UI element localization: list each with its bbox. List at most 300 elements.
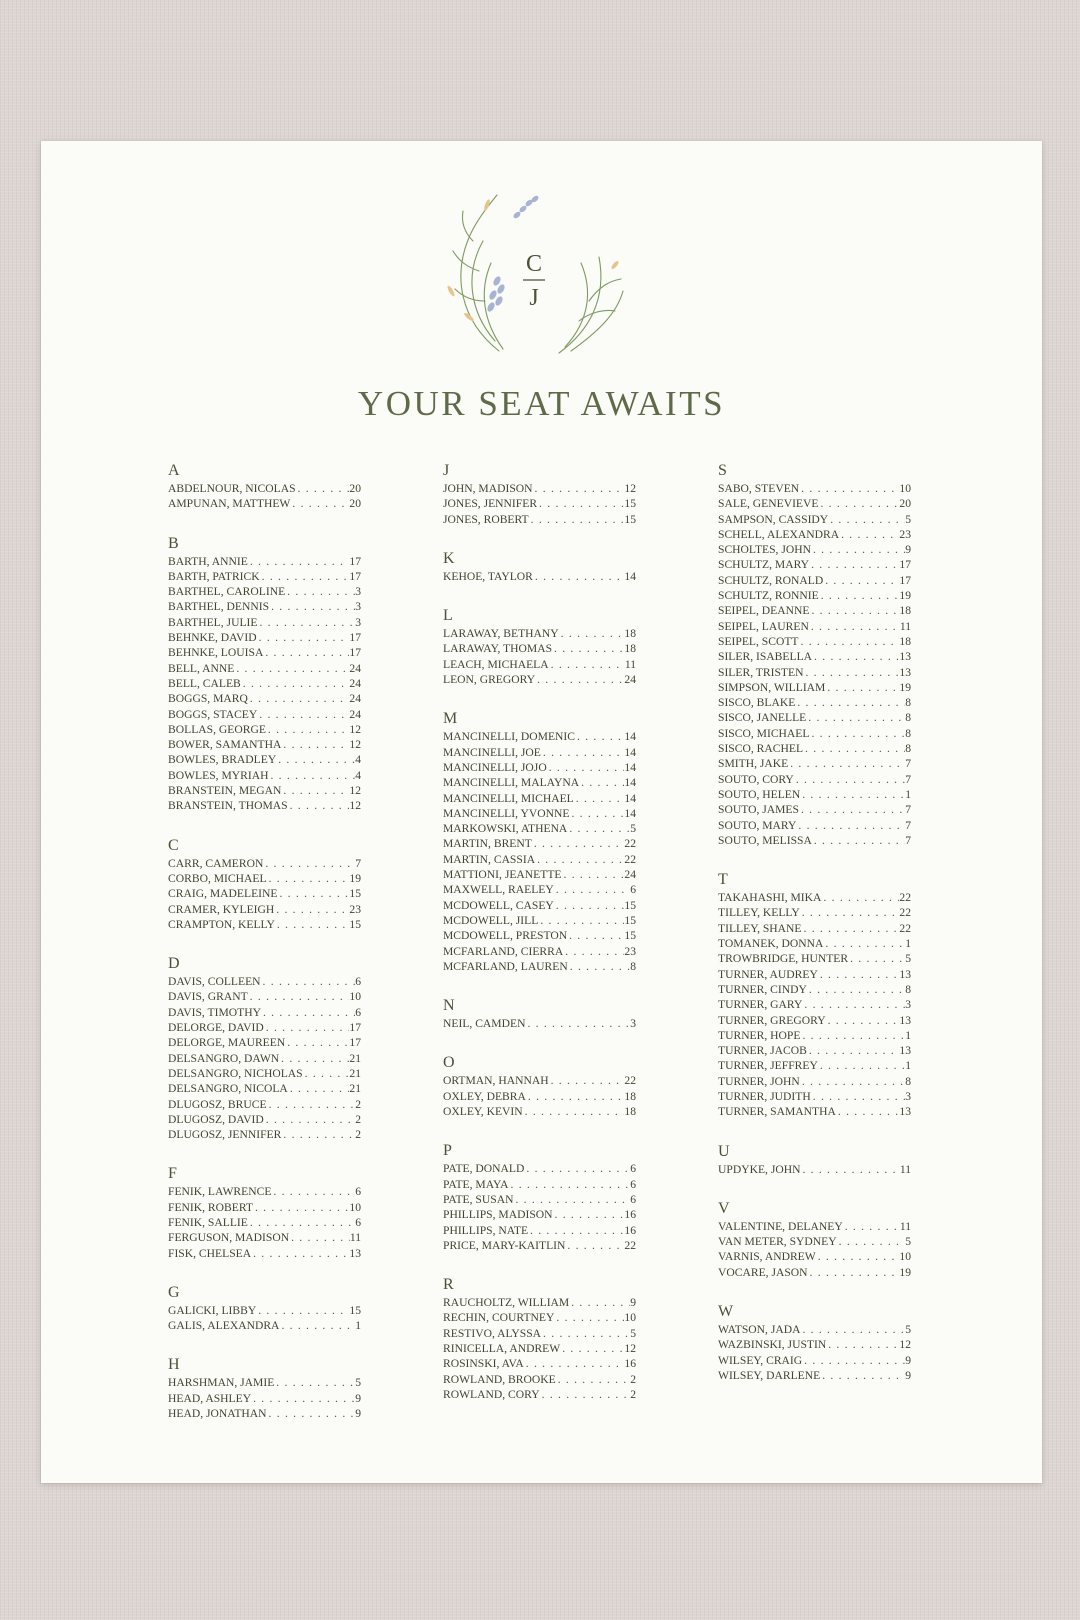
letter-heading: L: [443, 607, 453, 625]
table-number: 2: [355, 1097, 361, 1111]
dot-leader: [565, 1238, 624, 1253]
dot-leader: [549, 1073, 625, 1088]
table-number: 9: [905, 543, 911, 557]
table-number: 17: [349, 1036, 361, 1050]
table-number: 2: [630, 1387, 636, 1401]
table-number: 24: [349, 692, 361, 706]
guest-name: MATTIONI, JEANETTE: [443, 868, 562, 882]
table-number: 4: [355, 768, 361, 782]
guest-name: BARTHEL, JULIE: [168, 615, 258, 629]
dot-leader: [251, 1391, 355, 1406]
guest-row: [168, 768, 361, 783]
guest-row: [168, 661, 361, 676]
table-number: 6: [630, 1162, 636, 1176]
table-number: 15: [349, 1303, 361, 1317]
table-number: 8: [905, 696, 911, 710]
dot-leader: [285, 584, 355, 599]
guest-name: AMPUNAN, MATTHEW: [168, 497, 291, 511]
table-number: 8: [905, 742, 911, 756]
guest-name: MCDOWELL, JILL: [443, 913, 539, 927]
guest-row: [168, 1005, 361, 1020]
guest-row: [718, 756, 911, 771]
table-number: 11: [899, 1162, 911, 1176]
table-number: 13: [349, 1246, 361, 1260]
guest-row: [443, 867, 636, 882]
guest-row: [168, 707, 361, 722]
guest-name: LARAWAY, THOMAS: [443, 642, 553, 656]
guest-name: SOUTO, MELISSA: [718, 833, 812, 847]
guest-name: ROWLAND, CORY: [443, 1387, 540, 1401]
guest-name: MCDOWELL, CASEY: [443, 898, 554, 912]
guest-row: [168, 1303, 361, 1318]
guest-name: BOGGS, MARQ: [168, 692, 248, 706]
table-number: 8: [905, 726, 911, 740]
guest-name: MANCINELLI, JOE: [443, 745, 541, 759]
table-number: 15: [349, 917, 361, 931]
table-number: 18: [624, 1089, 636, 1103]
guest-name: BEHNKE, DAVID: [168, 631, 257, 645]
guest-row: [718, 634, 911, 649]
guest-row: [168, 1230, 361, 1245]
guest-name: BOWLES, BRADLEY: [168, 753, 277, 767]
letter-group: [718, 870, 911, 1119]
guest-name: VARNIS, ANDREW: [718, 1250, 816, 1264]
dot-leader: [828, 512, 905, 527]
guest-row: [168, 871, 361, 886]
guest-name: TURNER, HOPE: [718, 1028, 801, 1042]
guest-row: [718, 649, 911, 664]
guest-row: [718, 1074, 911, 1089]
dot-leader: [802, 921, 900, 936]
guest-name: RESTIVO, ALYSSA: [443, 1326, 542, 1340]
guest-column-3: [718, 461, 911, 1405]
dot-leader: [535, 672, 624, 687]
dot-leader: [526, 1089, 625, 1104]
letter-group: [168, 461, 361, 512]
dot-leader: [821, 890, 899, 905]
table-number: 4: [355, 753, 361, 767]
dot-leader: [524, 1356, 625, 1371]
table-number: 1: [905, 787, 911, 801]
guest-row: [718, 833, 911, 848]
dot-leader: [263, 856, 355, 871]
dot-leader: [579, 775, 624, 790]
guest-row: [168, 1127, 361, 1142]
guest-name: MCFARLAND, CIERRA: [443, 944, 564, 958]
table-number: 19: [349, 871, 361, 885]
guest-name: DAVIS, GRANT: [168, 990, 248, 1004]
guest-row: [443, 1295, 636, 1310]
guest-name: MCDOWELL, PRESTON: [443, 929, 568, 943]
dot-leader: [825, 680, 899, 695]
letter-heading: V: [718, 1199, 730, 1217]
monogram-top-letter: C: [525, 251, 543, 277]
guest-row: [168, 496, 361, 511]
guest-row: [443, 496, 636, 511]
guest-row: [443, 959, 636, 974]
dot-leader: [807, 982, 905, 997]
table-number: 9: [630, 1296, 636, 1310]
guest-row: [443, 1326, 636, 1341]
guest-row: [443, 913, 636, 928]
guest-row: [718, 710, 911, 725]
guest-row: [168, 615, 361, 630]
table-number: 21: [349, 1051, 361, 1065]
guest-row: [168, 691, 361, 706]
table-number: 11: [624, 657, 636, 671]
guest-name: SISCO, BLAKE: [718, 696, 796, 710]
guest-name: ROWLAND, BROOKE: [443, 1372, 556, 1386]
table-number: 2: [630, 1372, 636, 1386]
table-number: 7: [905, 803, 911, 817]
table-number: 17: [899, 558, 911, 572]
guest-name: MANCINELLI, MICHAEL: [443, 791, 574, 805]
letter-group: [168, 954, 361, 1142]
guest-row: [443, 928, 636, 943]
letter-heading: S: [718, 462, 727, 479]
table-number: 24: [624, 868, 636, 882]
dot-leader: [552, 641, 624, 656]
guest-name: ORTMAN, HANNAH: [443, 1074, 549, 1088]
guest-name: DELSANGRO, DAWN: [168, 1051, 280, 1065]
table-number: 5: [630, 1326, 636, 1340]
letter-heading: K: [443, 549, 455, 567]
dot-leader: [241, 676, 350, 691]
guest-name: DELSANGRO, NICOLA: [168, 1082, 288, 1096]
guest-name: JONES, ROBERT: [443, 512, 529, 526]
dot-leader: [547, 760, 625, 775]
letter-heading: P: [443, 1142, 452, 1160]
guest-row: [718, 1322, 911, 1337]
letter-heading: G: [168, 1283, 180, 1301]
letter-group: [443, 461, 636, 527]
table-number: 5: [905, 952, 911, 966]
table-number: 18: [624, 642, 636, 656]
table-number: 12: [624, 482, 636, 495]
letter-group: [718, 1142, 911, 1177]
guest-name: FENIK, SALLIE: [168, 1215, 248, 1229]
table-number: 12: [349, 784, 361, 798]
guest-name: WILSEY, DARLENE: [718, 1368, 821, 1382]
guest-name: BRANSTEIN, MEGAN: [168, 784, 282, 798]
table-number: 23: [349, 902, 361, 916]
guest-name: TURNER, JUDITH: [718, 1089, 811, 1103]
table-number: 12: [899, 1338, 911, 1352]
table-number: 19: [899, 1265, 911, 1279]
letter-heading: O: [443, 1054, 455, 1072]
guest-row: [718, 1043, 911, 1058]
guest-name: CRAIG, MADELEINE: [168, 887, 278, 901]
dot-leader: [248, 554, 350, 569]
guest-name: MARKOWSKI, ATHENA: [443, 822, 568, 836]
dot-leader: [837, 1234, 906, 1249]
guest-row: [718, 1219, 911, 1234]
guest-row: [168, 1184, 361, 1199]
table-number: 20: [349, 482, 361, 495]
guest-row: [443, 1161, 636, 1176]
guest-name: PATE, MAYA: [443, 1177, 509, 1191]
table-number: 5: [905, 1235, 911, 1249]
guest-row: [168, 481, 361, 496]
letter-heading: M: [443, 710, 458, 728]
table-number: 7: [905, 757, 911, 771]
table-number: 2: [355, 1112, 361, 1126]
guest-name: TILLEY, SHANE: [718, 921, 802, 935]
guest-name: SIMPSON, WILLIAM: [718, 680, 826, 694]
guest-name: DLUGOSZ, DAVID: [168, 1112, 264, 1126]
dot-leader: [267, 1406, 356, 1421]
guest-row: [168, 1318, 361, 1333]
dot-leader: [554, 882, 630, 897]
dot-leader: [540, 1387, 631, 1402]
guest-name: TURNER, JEFFREY: [718, 1059, 818, 1073]
letter-heading: U: [718, 1142, 730, 1160]
guest-name: BARTHEL, DENNIS: [168, 600, 270, 614]
table-number: 22: [624, 1074, 636, 1088]
table-number: 6: [355, 1005, 361, 1019]
guest-column-2: [443, 461, 636, 1424]
dot-leader: [261, 974, 356, 989]
dot-leader: [796, 818, 905, 833]
table-number: 12: [349, 722, 361, 736]
guest-name: PHILLIPS, NATE: [443, 1223, 529, 1237]
guest-name: SEIPEL, SCOTT: [718, 634, 799, 648]
guest-row: [443, 1356, 636, 1371]
guest-row: [718, 1353, 911, 1368]
dot-leader: [843, 1219, 900, 1234]
dot-leader: [276, 752, 355, 767]
guest-name: TURNER, CINDY: [718, 982, 807, 996]
table-number: 1: [905, 1028, 911, 1042]
table-number: 1: [905, 937, 911, 951]
dot-leader: [264, 1020, 350, 1035]
letter-group: [443, 549, 636, 584]
guest-row: [718, 890, 911, 905]
dot-leader: [274, 1375, 355, 1390]
letter-heading: D: [168, 955, 180, 973]
guest-row: [168, 554, 361, 569]
guest-name: WAZBINSKI, JUSTIN: [718, 1338, 827, 1352]
dot-leader: [809, 557, 899, 572]
dot-leader: [268, 768, 355, 783]
guest-row: [718, 1249, 911, 1264]
guest-name: TAKAHASHI, MIKA: [718, 891, 822, 905]
table-number: 13: [899, 1013, 911, 1027]
dot-leader: [267, 1097, 356, 1112]
dot-leader: [523, 1104, 625, 1119]
guest-row: [718, 982, 911, 997]
dot-leader: [296, 481, 350, 496]
table-number: 3: [355, 615, 361, 629]
dot-leader: [525, 1016, 630, 1031]
guest-name: OXLEY, DEBRA: [443, 1089, 526, 1103]
dot-leader: [820, 1368, 905, 1383]
dot-leader: [569, 806, 624, 821]
dot-leader: [533, 481, 625, 496]
guest-name: DELSANGRO, NICHOLAS: [168, 1066, 303, 1080]
guest-name: SABO, STEVEN: [718, 482, 800, 495]
dot-leader: [288, 1081, 350, 1096]
guest-name: VAN METER, SYDNEY: [718, 1235, 837, 1249]
guest-row: [443, 569, 636, 584]
dot-leader: [556, 1372, 630, 1387]
dot-leader: [289, 1230, 350, 1245]
table-number: 5: [905, 512, 911, 526]
dot-leader: [800, 905, 900, 920]
guest-name: SOUTO, JAMES: [718, 803, 799, 817]
dot-leader: [818, 1058, 905, 1073]
table-number: 15: [624, 497, 636, 511]
table-number: 8: [905, 711, 911, 725]
guest-row: [718, 1028, 911, 1043]
guest-row: [718, 905, 911, 920]
guest-row: [443, 1177, 636, 1192]
guest-name: PHILLIPS, MADISON: [443, 1208, 553, 1222]
guest-name: DLUGOSZ, JENNIFER: [168, 1128, 282, 1142]
table-number: 10: [349, 1200, 361, 1214]
guest-name: CRAMPTON, KELLY: [168, 917, 275, 931]
dot-leader: [836, 1104, 900, 1119]
dot-leader: [529, 512, 625, 527]
dot-leader: [799, 481, 899, 496]
guest-row: [443, 898, 636, 913]
guest-name: UPDYKE, JOHN: [718, 1162, 801, 1176]
table-number: 20: [899, 497, 911, 511]
table-number: 6: [630, 883, 636, 897]
guest-row: [443, 1341, 636, 1356]
guest-name: DELORGE, DAVID: [168, 1021, 264, 1035]
table-number: 6: [630, 1177, 636, 1191]
guest-row: [168, 989, 361, 1004]
guest-row: [168, 1035, 361, 1050]
guest-row: [718, 603, 911, 618]
dot-leader: [554, 898, 625, 913]
letter-heading: T: [718, 871, 728, 889]
dot-leader: [535, 852, 624, 867]
table-number: 11: [899, 619, 911, 633]
guest-row: [718, 573, 911, 588]
guest-name: VALENTINE, DELANEY: [718, 1219, 843, 1233]
letter-group: [443, 996, 636, 1031]
guest-name: SEIPEL, DEANNE: [718, 604, 810, 618]
guest-name: SEIPEL, LAUREN: [718, 619, 809, 633]
table-number: 14: [624, 745, 636, 759]
guest-row: [718, 665, 911, 680]
guest-row: [443, 626, 636, 641]
guest-name: RAUCHOLTZ, WILLIAM: [443, 1296, 570, 1310]
dot-leader: [266, 722, 350, 737]
dot-leader: [248, 691, 350, 706]
table-number: 15: [624, 512, 636, 526]
letter-group: [168, 534, 361, 814]
table-number: 22: [624, 1238, 636, 1252]
dot-leader: [253, 1200, 349, 1215]
table-number: 14: [624, 791, 636, 805]
guest-name: TURNER, GREGORY: [718, 1013, 826, 1027]
table-number: 9: [355, 1391, 361, 1405]
dot-leader: [811, 542, 905, 557]
dot-leader: [574, 791, 625, 806]
guest-name: DLUGOSZ, BRUCE: [168, 1097, 267, 1111]
table-number: 6: [355, 1185, 361, 1199]
guest-row: [443, 481, 636, 496]
table-number: 18: [899, 604, 911, 618]
guest-row: [718, 1058, 911, 1073]
guest-name: FISK, CHELSEA: [168, 1246, 252, 1260]
table-number: 6: [355, 975, 361, 989]
letter-group: [718, 461, 911, 848]
dot-leader: [807, 1043, 900, 1058]
guest-row: [443, 657, 636, 672]
guest-name: CRAMER, KYLEIGH: [168, 902, 275, 916]
table-number: 19: [899, 589, 911, 603]
table-number: 19: [899, 680, 911, 694]
guest-row: [718, 772, 911, 787]
guest-row: [168, 856, 361, 871]
guest-row: [443, 821, 636, 836]
dot-leader: [809, 619, 900, 634]
dot-leader: [281, 737, 349, 752]
guest-name: LEACH, MICHAELA: [443, 657, 549, 671]
guest-row: [168, 1066, 361, 1081]
guest-row: [168, 1246, 361, 1261]
table-number: 23: [624, 944, 636, 958]
guest-row: [718, 512, 911, 527]
letter-heading: W: [718, 1303, 734, 1321]
dot-leader: [800, 1028, 905, 1043]
dot-leader: [257, 615, 355, 630]
dot-leader: [803, 741, 905, 756]
guest-row: [718, 936, 911, 951]
dot-leader: [808, 1265, 900, 1280]
dot-leader: [575, 729, 624, 744]
letter-heading: N: [443, 997, 455, 1015]
letter-group: [443, 606, 636, 687]
table-number: 18: [624, 1105, 636, 1119]
table-number: 17: [899, 573, 911, 587]
monogram-bottom-letter: J: [529, 285, 539, 311]
table-number: 1: [905, 1059, 911, 1073]
guest-name: TOMANEK, DONNA: [718, 937, 824, 951]
table-number: 10: [349, 990, 361, 1004]
guest-row: [168, 630, 361, 645]
guest-name: WATSON, JADA: [718, 1323, 801, 1337]
guest-row: [443, 1387, 636, 1402]
dot-leader: [290, 496, 349, 511]
guest-row: [718, 695, 911, 710]
table-number: 21: [349, 1066, 361, 1080]
table-number: 14: [624, 776, 636, 790]
guest-row: [443, 641, 636, 656]
guest-row: [718, 997, 911, 1012]
dot-leader: [275, 917, 350, 932]
letter-group: [718, 1199, 911, 1280]
guest-row: [168, 1081, 361, 1096]
guest-row: [443, 1372, 636, 1387]
dot-leader: [267, 871, 350, 886]
dot-leader: [806, 710, 905, 725]
dot-leader: [288, 798, 350, 813]
dot-leader: [263, 645, 349, 660]
dot-leader: [567, 821, 630, 836]
table-number: 2: [355, 1128, 361, 1142]
dot-leader: [800, 787, 905, 802]
dot-leader: [802, 1353, 905, 1368]
guest-name: ROSINSKI, AVA: [443, 1357, 524, 1371]
guest-row: [168, 1112, 361, 1127]
dot-leader: [553, 1207, 625, 1222]
table-number: 6: [355, 1215, 361, 1229]
